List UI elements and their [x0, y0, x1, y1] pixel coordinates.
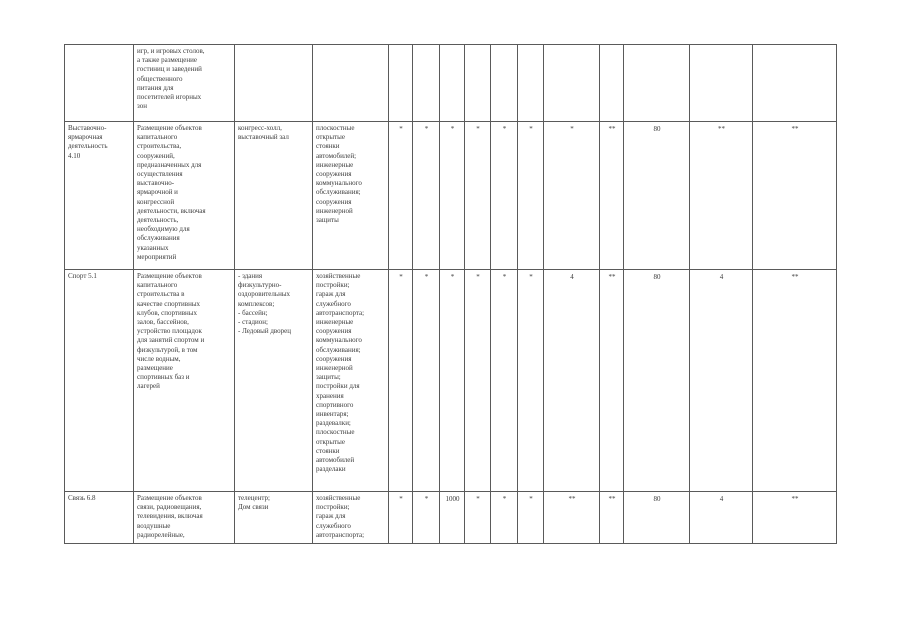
table-row [65, 122, 837, 270]
value-cell: ** [753, 492, 837, 544]
use-name-cell [65, 45, 134, 122]
value-cell [544, 45, 600, 122]
value-cell: * [465, 492, 491, 544]
value-cell: ** [753, 270, 837, 492]
value-cell [413, 45, 440, 122]
value-cell: 80 [624, 122, 690, 270]
value-cell [624, 45, 690, 122]
value-cell: * [491, 492, 518, 544]
use-name-cell: Связь 6.8 [65, 492, 134, 544]
value-cell: * [518, 492, 544, 544]
table-row [65, 492, 837, 544]
value-cell [491, 45, 518, 122]
value-cell [389, 45, 413, 122]
use-name-cell: Спорт 5.1 [65, 270, 134, 492]
auxiliary-objects-cell: хозяйственные постройки; гараж для служебного автотранспорта; [313, 492, 389, 544]
value-cell [600, 45, 624, 122]
value-cell: ** [600, 270, 624, 492]
value-cell: * [491, 270, 518, 492]
auxiliary-objects-cell: хозяйственные постройки; гараж для служебного автотранспорта; инженерные сооружения коммунального обслуживания; сооружения инженерной защиты; постройки для хранения спортивного инвентаря; раздевалки; плоскостные открытые стоянки автомобилей разделаки [313, 270, 389, 492]
value-cell: 4 [544, 270, 600, 492]
value-cell [753, 45, 837, 122]
value-cell: * [440, 270, 465, 492]
value-cell: 4 [690, 492, 753, 544]
value-cell [518, 45, 544, 122]
value-cell: * [440, 122, 465, 270]
auxiliary-objects-cell: плоскостные открытые стоянки автомобилей; инженерные сооружения коммунального обслуживания; сооружения инженерной защиты [313, 122, 389, 270]
value-cell: ** [600, 492, 624, 544]
value-cell: * [413, 270, 440, 492]
main-objects-cell [235, 45, 313, 122]
table-row [65, 45, 837, 122]
value-cell [440, 45, 465, 122]
value-cell: 80 [624, 270, 690, 492]
main-objects-cell: - здания физкультурно- оздоровительных комплексов; - бассейн; - стадион; - Ледовый дворец [235, 270, 313, 492]
use-name-cell: Выставочно- ярмарочная деятельность 4.10 [65, 122, 134, 270]
value-cell: ** [690, 122, 753, 270]
value-cell: * [465, 270, 491, 492]
value-cell: * [389, 122, 413, 270]
value-cell: * [518, 270, 544, 492]
use-description-cell: Размещение объектов связи, радиовещания, телевидения, включая воздушные радиорелейные, [134, 492, 235, 544]
use-description-cell: игр, и игровых столов, а также размещение гостиниц и заведений общественного питания для посетителей игорных зон [134, 45, 235, 122]
regulations-table [64, 44, 837, 544]
value-cell: 1000 [440, 492, 465, 544]
value-cell: * [544, 122, 600, 270]
main-objects-cell: конгресс-холл, выставочный зал [235, 122, 313, 270]
value-cell: * [413, 122, 440, 270]
value-cell: ** [544, 492, 600, 544]
use-description-cell: Размещение объектов капитального строительства, сооружений, предназначенных для осуществления выставочно- ярмарочной и конгрессной деятельности, включая деятельность, необходимую для обслуживания указанных мероприятий [134, 122, 235, 270]
value-cell: ** [600, 122, 624, 270]
value-cell [465, 45, 491, 122]
value-cell: 80 [624, 492, 690, 544]
value-cell: * [465, 122, 491, 270]
use-description-cell: Размещение объектов капитального строительства в качестве спортивных клубов, спортивных залов, бассейнов, устройство площадок для занятий спортом и физкультурой, в том числе водным, размещение спортивных баз и лагерей [134, 270, 235, 492]
table-row [65, 270, 837, 492]
value-cell: * [518, 122, 544, 270]
value-cell: * [389, 270, 413, 492]
value-cell: * [491, 122, 518, 270]
value-cell: * [413, 492, 440, 544]
value-cell: ** [753, 122, 837, 270]
value-cell: 4 [690, 270, 753, 492]
auxiliary-objects-cell [313, 45, 389, 122]
main-objects-cell: телецентр; Дом связи [235, 492, 313, 544]
value-cell [690, 45, 753, 122]
value-cell: * [389, 492, 413, 544]
